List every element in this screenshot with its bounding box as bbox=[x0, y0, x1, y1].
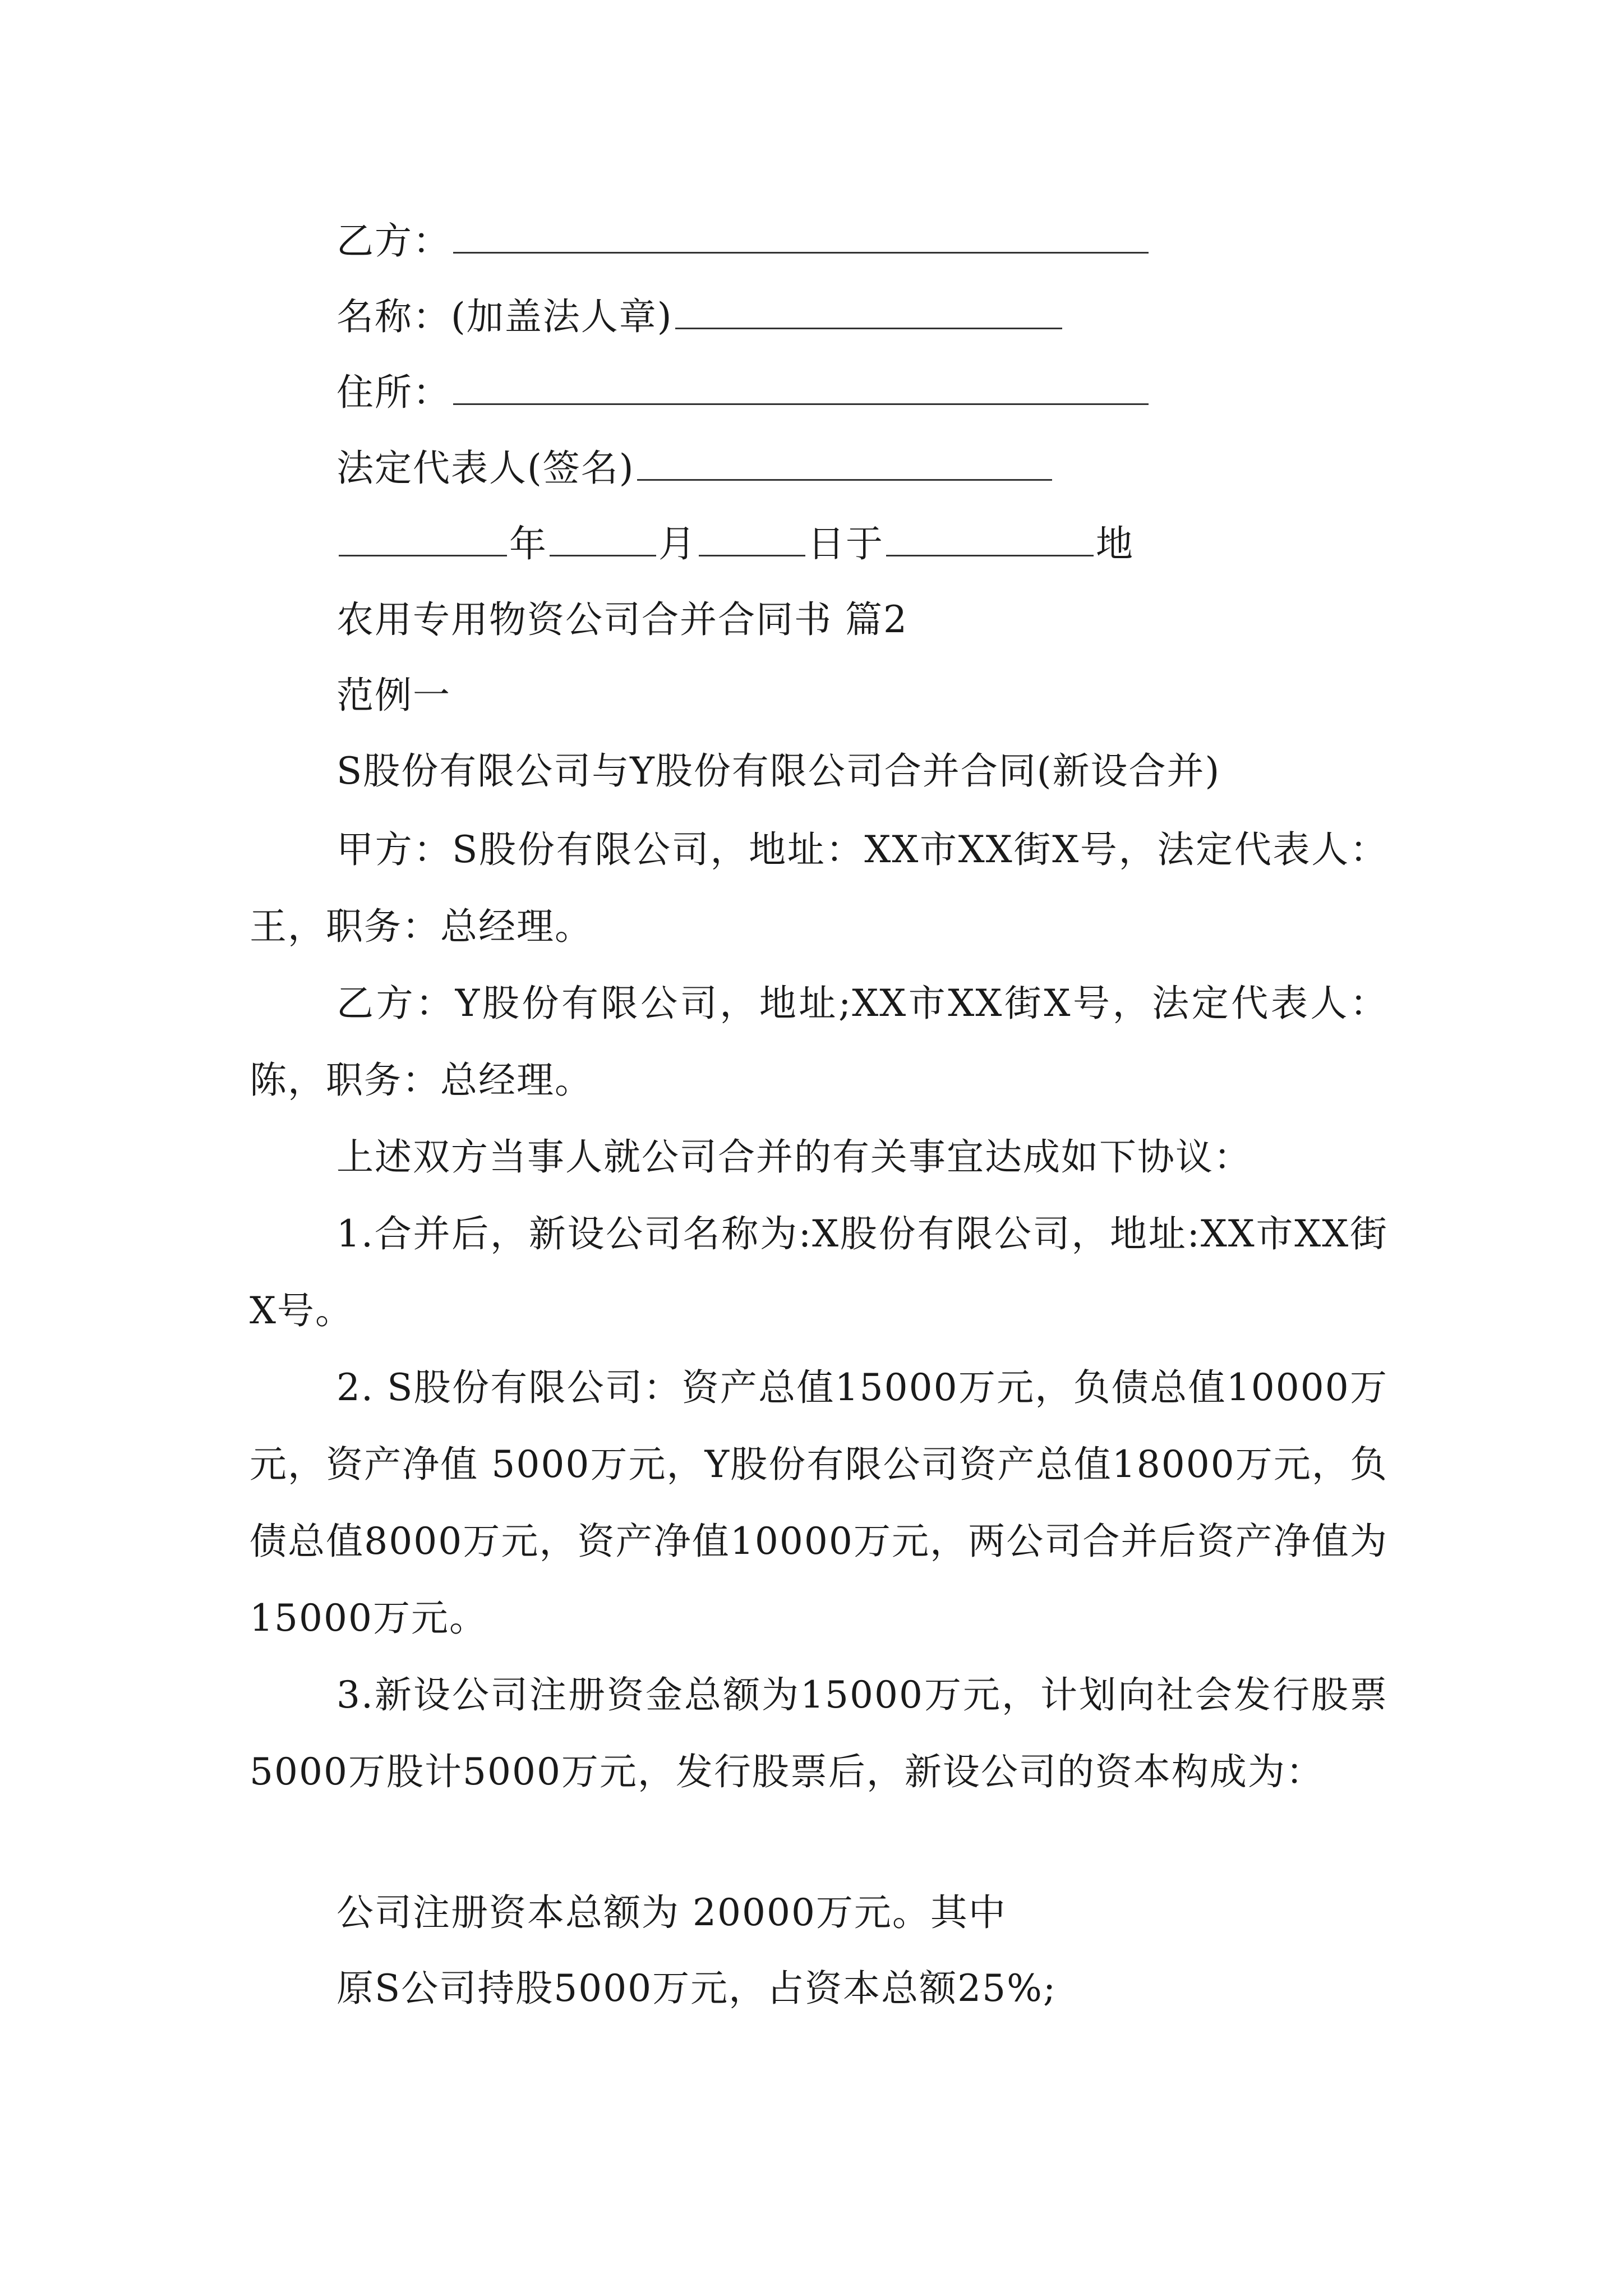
party-b-blank bbox=[453, 218, 1149, 254]
registered-capital-line: 公司注册资本总额为 20000万元。其中 bbox=[336, 1891, 1007, 1934]
party-b-signature-line bbox=[336, 216, 1151, 266]
year-blank bbox=[339, 521, 507, 556]
date-month-label: 月 bbox=[658, 522, 697, 565]
name-signature-line bbox=[336, 292, 1064, 342]
party-b-paragraph: 乙方：Y股份有限公司，地址;XX市XX街X号，法定代表人：陈，职务：总经理。 bbox=[250, 982, 1388, 1102]
clause-2-paragraph: 2. S股份有限公司：资产总值15000万元，负债总值10000万元，资产净值 5000万元，Y股份有限公司资产总值18000万元，负债总值8000万元，资产净值10000万元，两公司合并后资产净值为15000万元。 bbox=[250, 1366, 1388, 1640]
address-blank bbox=[453, 370, 1149, 405]
address-label: 住所： bbox=[336, 371, 451, 414]
date-day-label: 日于 bbox=[808, 522, 884, 565]
date-place-line bbox=[336, 519, 1134, 569]
name-blank bbox=[675, 294, 1062, 329]
example-label: 范例一 bbox=[336, 674, 451, 717]
date-year-label: 年 bbox=[509, 522, 547, 565]
party-b-label: 乙方： bbox=[336, 219, 451, 263]
month-blank bbox=[550, 521, 656, 556]
legal-rep-signature-line bbox=[336, 443, 1054, 494]
legal-rep-label: 法定代表人(签名) bbox=[336, 447, 635, 490]
original-s-share-line: 原S公司持股5000万元，占资本总额25%; bbox=[336, 1967, 1057, 2010]
place-blank bbox=[886, 521, 1094, 556]
clause-1-paragraph: 1.合并后，新设公司名称为:X股份有限公司，地址:XX市XX街X号。 bbox=[250, 1212, 1388, 1332]
legal-rep-blank bbox=[637, 445, 1052, 481]
clause-3-paragraph: 3.新设公司注册资金总额为15000万元，计划向社会发行股票5000万股计5000万元，发行股票后，新设公司的资本构成为： bbox=[250, 1673, 1388, 1793]
party-a-paragraph: 甲方：S股份有限公司，地址：XX市XX街X号，法定代表人：王，职务：总经理。 bbox=[250, 828, 1388, 948]
section-title: 农用专用物资公司合并合同书 篇2 bbox=[336, 598, 908, 641]
agreement-intro-paragraph: 上述双方当事人就公司合并的有关事宜达成如下协议： bbox=[336, 1135, 1252, 1179]
name-label: 名称：(加盖法人章) bbox=[336, 295, 673, 338]
contract-title: S股份有限公司与Y股份有限公司合并合同(新设合并) bbox=[336, 749, 1221, 793]
address-signature-line bbox=[336, 367, 1151, 418]
date-place-label: 地 bbox=[1096, 522, 1134, 565]
day-blank bbox=[699, 521, 805, 556]
